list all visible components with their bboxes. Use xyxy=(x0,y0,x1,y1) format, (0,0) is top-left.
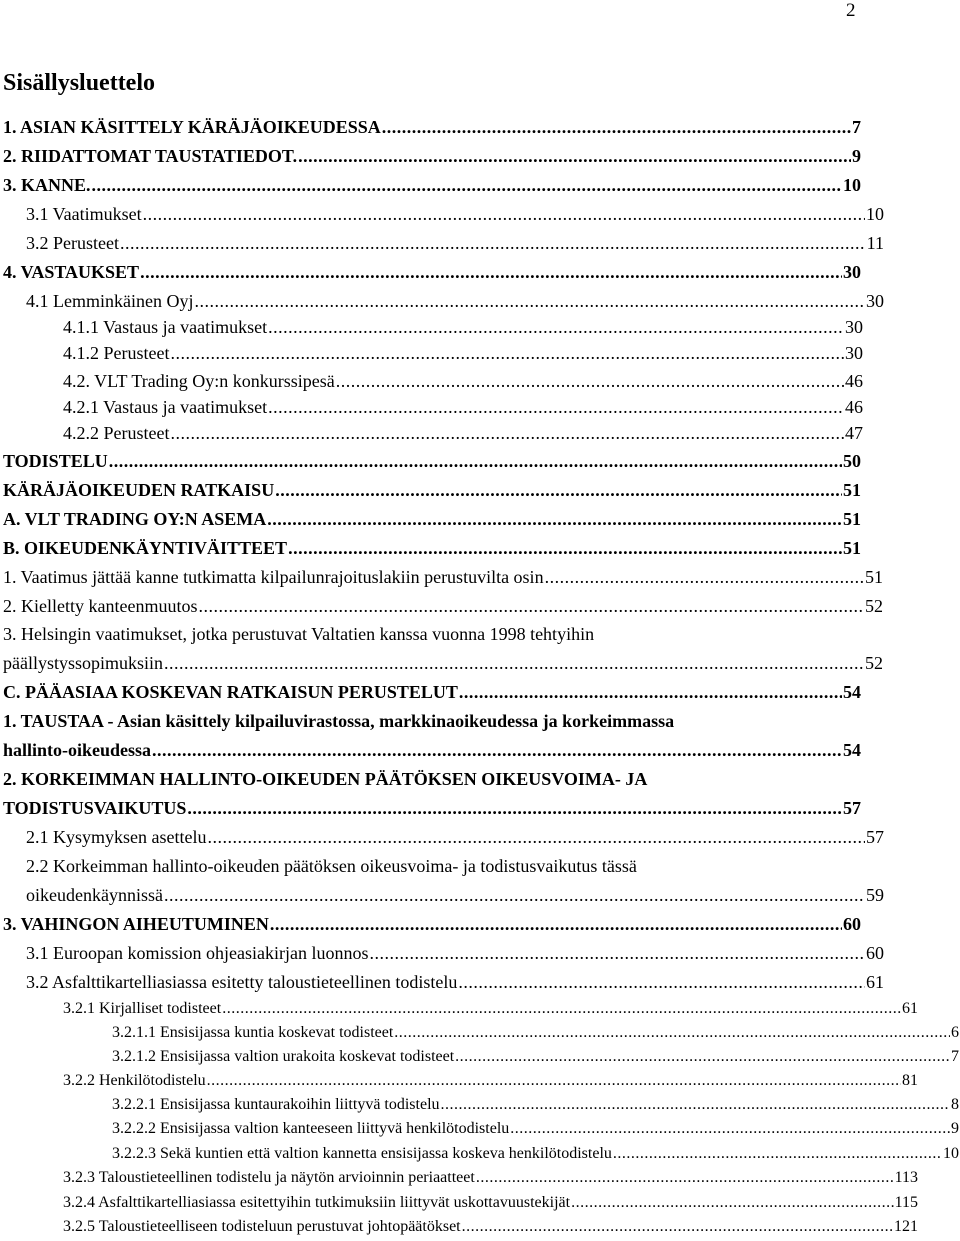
toc-entry-page: 7 xyxy=(852,117,861,137)
toc-entry[interactable] xyxy=(3,797,861,819)
toc-entry[interactable] xyxy=(26,942,884,964)
toc-entry-text: 3.2.2.2 Ensisijassa valtion kanteeseen liittyvä henkilötodistelu xyxy=(112,1120,510,1137)
toc-entry[interactable] xyxy=(3,652,883,674)
toc-entry-text: 3.2 Asfalttikartelliasiassa esitetty taloustieteellinen todistelu xyxy=(26,972,458,992)
toc-entry-text: 3. VAHINGON AIHEUTUMINEN xyxy=(3,914,269,934)
dot-leader xyxy=(545,566,864,588)
toc-entry[interactable] xyxy=(26,884,884,906)
dot-leader xyxy=(164,884,865,906)
dot-leader xyxy=(198,595,864,617)
toc-entry[interactable] xyxy=(3,479,861,501)
page-number: 2 xyxy=(846,0,856,21)
toc-entry-text: 3.2.2 Henkilötodistelu xyxy=(63,1072,206,1089)
toc-entry[interactable] xyxy=(63,1070,918,1092)
toc-entry[interactable] xyxy=(3,595,883,617)
toc-entry[interactable] xyxy=(63,316,863,338)
toc-entry-text: 2.1 Kysymyksen asettelu xyxy=(26,827,207,847)
toc-entry[interactable] xyxy=(63,422,863,444)
toc-entry-page: 51 xyxy=(843,509,861,529)
toc-entry[interactable] xyxy=(63,1216,918,1238)
toc-entry-text: 4.1.2 Perusteet xyxy=(63,343,170,363)
dot-leader xyxy=(571,1192,894,1214)
toc-entry-page: 30 xyxy=(845,317,863,337)
toc-entry-text: 3.2.4 Asfalttikartelliasiassa esitettyihin tutkimuksiin liittyvät uskottavuustekijät xyxy=(63,1194,571,1211)
dot-leader xyxy=(267,508,842,530)
toc-entry-page: 59 xyxy=(866,885,884,905)
toc-entry-text: hallinto-oikeudessa xyxy=(3,740,152,760)
toc-entry[interactable] xyxy=(112,1094,959,1116)
toc-entry-page: 30 xyxy=(845,343,863,363)
toc-entry-text: 3.2.1.2 Ensisijassa valtion urakoita koskevat todisteet xyxy=(112,1048,455,1065)
toc-entry-page: 52 xyxy=(865,653,883,673)
toc-entry[interactable] xyxy=(63,370,863,392)
toc-entry-text: C. PÄÄASIAA KOSKEVAN RATKAISUN PERUSTELUT xyxy=(3,682,458,702)
toc-entry[interactable] xyxy=(3,681,861,703)
dot-leader xyxy=(187,797,842,819)
dot-leader xyxy=(510,1118,950,1140)
toc-entry[interactable] xyxy=(3,739,861,761)
toc-entry[interactable] xyxy=(26,290,884,312)
toc-entry-text: 4.2.2 Perusteet xyxy=(63,423,170,443)
toc-entry-line: 2. KORKEIMMAN HALLINTO-OIKEUDEN PÄÄTÖKSEN OIKEUSVOIMA- JA xyxy=(3,769,648,789)
toc-entry-line: 1. TAUSTAA - Asian käsittely kilpailuvirastossa, markkinaoikeudessa ja korkeimmassa xyxy=(3,711,675,731)
toc-entry-page: 30 xyxy=(843,262,861,282)
toc-entry[interactable] xyxy=(63,1167,918,1189)
dot-leader xyxy=(164,652,864,674)
toc-entry[interactable] xyxy=(112,1046,959,1068)
toc-entry-text: TODISTELU xyxy=(3,451,108,471)
toc-entry-page: 61 xyxy=(902,1000,918,1017)
toc-entry-text: 1. ASIAN KÄSITTELY KÄRÄJÄOIKEUDESSA xyxy=(3,117,381,137)
toc-entry-text: B. OIKEUDENKÄYNTIVÄITTEET xyxy=(3,538,288,558)
toc-entry[interactable] xyxy=(3,566,883,588)
toc-entry[interactable] xyxy=(63,396,863,418)
toc-entry-page: 60 xyxy=(843,914,861,934)
toc-entry-text: oikeudenkäynnissä xyxy=(26,885,163,905)
dot-leader xyxy=(476,1167,894,1189)
dot-leader xyxy=(222,998,901,1020)
toc-entry-text: A. VLT TRADING OY:N ASEMA xyxy=(3,509,267,529)
dot-leader xyxy=(369,942,865,964)
toc-entry[interactable] xyxy=(63,998,918,1020)
toc-entry[interactable] xyxy=(3,537,861,559)
toc-entry-page: 52 xyxy=(865,596,883,616)
toc-entry-page: 6 xyxy=(951,1024,959,1041)
toc-entry-page: 121 xyxy=(894,1218,918,1235)
toc-entry-text: 4.2. VLT Trading Oy:n konkurssipesä xyxy=(63,371,335,391)
toc-entry-page: 7 xyxy=(951,1048,959,1065)
toc-entry[interactable] xyxy=(112,1022,959,1044)
toc-entry-text: 4.1 Lemminkäinen Oyj xyxy=(26,291,194,311)
toc-entry-text: 3.2.1.1 Ensisijassa kuntia koskevat todisteet xyxy=(112,1024,394,1041)
dot-leader xyxy=(170,422,844,444)
toc-entry-page: 51 xyxy=(843,480,861,500)
toc-entry-line: 2.2 Korkeimman hallinto-oikeuden päätöksen oikeusvoima- ja todistusvaikutus tässä xyxy=(26,856,637,876)
toc-entry-text: 3.1 Euroopan komission ohjeasiakirjan luonnos xyxy=(26,943,369,963)
toc-entry-line: 3. Helsingin vaatimukset, jotka perustuvat Valtatien kanssa vuonna 1998 tehtyihin xyxy=(3,624,595,644)
toc-entry[interactable] xyxy=(63,342,863,364)
toc-entry-text: 3.2.3 Taloustieteellinen todistelu ja näytön arvioinnin periaatteet xyxy=(63,1169,475,1186)
dot-leader xyxy=(268,396,844,418)
toc-entry[interactable] xyxy=(3,174,861,196)
toc-entry-text: 2. RIIDATTOMAT TAUSTATIEDOT. xyxy=(3,146,298,166)
toc-entry-page: 57 xyxy=(843,798,861,818)
toc-entry-text: päällystyssopimuksiin xyxy=(3,653,164,673)
dot-leader xyxy=(462,1216,893,1238)
toc-entry[interactable] xyxy=(3,913,861,935)
toc-entry-text: 3.1 Vaatimukset xyxy=(26,204,142,224)
toc-entry[interactable] xyxy=(3,261,861,283)
toc-entry-page: 115 xyxy=(894,1194,918,1211)
toc-entry-text: 3.2.5 Taloustieteelliseen todisteluun perustuvat johtopäätökset xyxy=(63,1218,461,1235)
dot-leader xyxy=(613,1143,942,1165)
toc-entry-text: 3. KANNE. xyxy=(3,175,91,195)
dot-leader xyxy=(109,450,842,472)
toc-entry-text: TODISTUSVAIKUTUS xyxy=(3,798,187,818)
toc-entry-page: 9 xyxy=(852,146,861,166)
dot-leader xyxy=(207,826,865,848)
toc-entry[interactable] xyxy=(26,232,884,254)
dot-leader xyxy=(455,1046,950,1068)
dot-leader xyxy=(459,681,842,703)
toc-entry[interactable] xyxy=(112,1118,959,1140)
toc-entry-text: 2. Kielletty kanteenmuutos xyxy=(3,596,198,616)
dot-leader xyxy=(441,1094,950,1116)
toc-entry-page: 51 xyxy=(865,567,883,587)
toc-entry[interactable] xyxy=(112,1143,959,1165)
toc-entry-page: 57 xyxy=(866,827,884,847)
dot-leader xyxy=(270,913,842,935)
toc-entry[interactable] xyxy=(26,971,884,993)
dot-leader xyxy=(275,479,842,501)
dot-leader xyxy=(92,174,842,196)
dot-leader xyxy=(194,290,865,312)
toc-entry-page: 10 xyxy=(843,175,861,195)
dot-leader xyxy=(288,537,842,559)
toc-entry-text: 3.2.2.3 Sekä kuntien että valtion kannetta ensisijassa koskeva henkilötodistelu xyxy=(112,1145,612,1162)
toc-entry-page: 46 xyxy=(845,397,863,417)
dot-leader xyxy=(140,261,842,283)
dot-leader xyxy=(336,370,844,392)
dot-leader xyxy=(170,342,844,364)
toc-entry-page: 50 xyxy=(843,451,861,471)
dot-leader xyxy=(394,1022,950,1044)
toc-entry-page: 30 xyxy=(866,291,884,311)
dot-leader xyxy=(382,116,851,138)
toc-entry[interactable] xyxy=(26,203,884,225)
toc-entry[interactable] xyxy=(3,508,861,530)
toc-entry-page: 51 xyxy=(843,538,861,558)
toc-entry-text: 4. VASTAUKSET xyxy=(3,262,140,282)
toc-entry[interactable] xyxy=(3,450,861,472)
toc-entry-page: 54 xyxy=(843,682,861,702)
toc-entry-page: 46 xyxy=(845,371,863,391)
toc-entry-text: 1. Vaatimus jättää kanne tutkimatta kilpailunrajoituslakiin perustuvilta osin xyxy=(3,567,544,587)
toc-entry-page: 10 xyxy=(866,204,884,224)
toc-entry-page: 9 xyxy=(951,1120,959,1137)
dot-leader xyxy=(143,203,865,225)
dot-leader xyxy=(120,232,866,254)
toc-entry-text: 4.1.1 Vastaus ja vaatimukset xyxy=(63,317,268,337)
toc-entry-text: 3.2.2.1 Ensisijassa kuntaurakoihin liittyvä todistelu xyxy=(112,1096,440,1113)
toc-entry[interactable] xyxy=(26,826,884,848)
dot-leader xyxy=(152,739,842,761)
dot-leader xyxy=(207,1070,901,1092)
toc-entry[interactable] xyxy=(3,145,861,167)
toc-entry[interactable] xyxy=(63,1192,918,1214)
toc-title: Sisällysluettelo xyxy=(3,70,156,96)
toc-entry-text: 4.2.1 Vastaus ja vaatimukset xyxy=(63,397,268,417)
toc-entry-text: KÄRÄJÄOIKEUDEN RATKAISU xyxy=(3,480,275,500)
dot-leader xyxy=(298,145,851,167)
toc-entry-page: 81 xyxy=(902,1072,918,1089)
toc-entry-page: 8 xyxy=(951,1096,959,1113)
toc-entry-page: 47 xyxy=(845,423,863,443)
toc-entry-page: 11 xyxy=(866,233,884,253)
toc-entry-text: 3.2.1 Kirjalliset todisteet xyxy=(63,1000,222,1017)
toc-entry-page: 10 xyxy=(943,1145,959,1162)
toc-entry-text: 3.2 Perusteet xyxy=(26,233,119,253)
toc-entry-page: 61 xyxy=(866,972,884,992)
toc-entry-page: 113 xyxy=(894,1169,918,1186)
toc-entry-page: 60 xyxy=(866,943,884,963)
dot-leader xyxy=(268,316,844,338)
toc-entry[interactable] xyxy=(3,116,861,138)
dot-leader xyxy=(458,971,865,993)
toc-entry-page: 54 xyxy=(843,740,861,760)
